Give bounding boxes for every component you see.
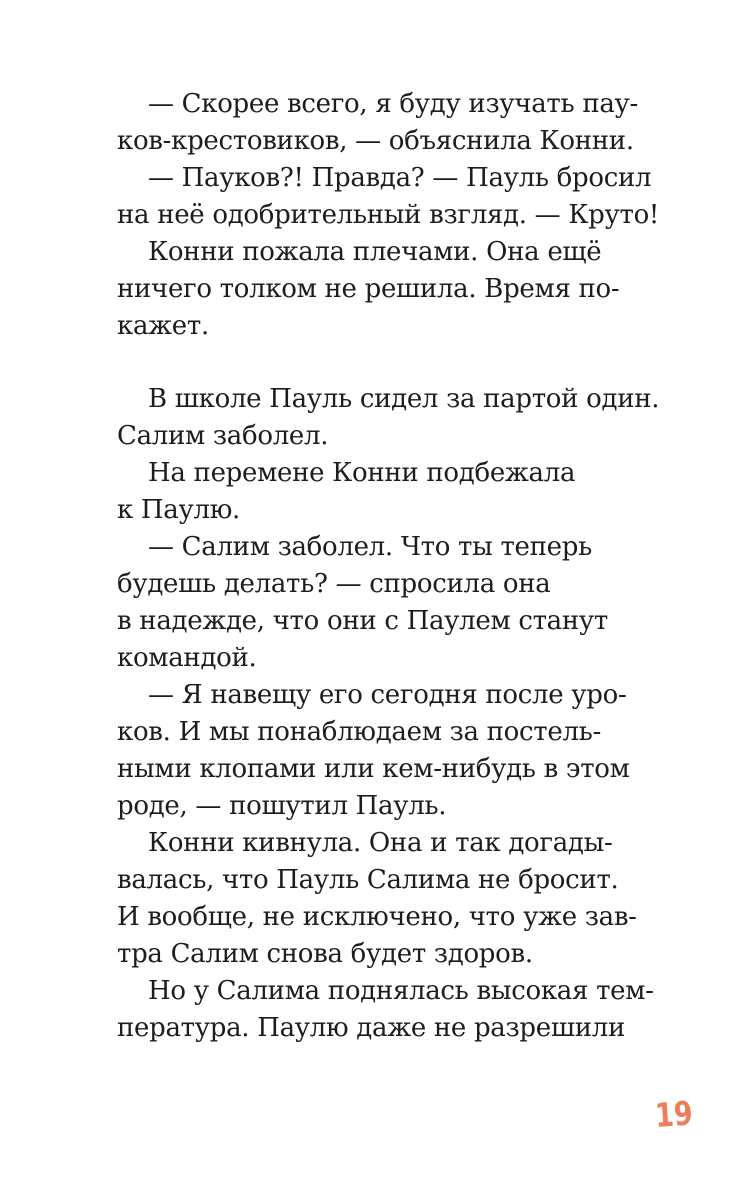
paragraph (117, 86, 677, 160)
text-line: Но у Салима поднялась высокая тем- (148, 976, 654, 1006)
paragraph (117, 234, 677, 345)
text-line: — Я навещу его сегодня после уро- (148, 680, 627, 710)
text-line: И вообще, не исключено, что уже зав- (117, 902, 637, 932)
text-line: — Пауков?! Правда? — Пауль бросил (148, 163, 652, 193)
paragraph (117, 973, 677, 1047)
text-line: ков. И мы понаблюдаем за постель- (117, 717, 602, 747)
paragraph (117, 381, 677, 455)
text-line: тра Салим снова будет здоров. (117, 939, 533, 969)
text-line: командой. (117, 643, 257, 673)
text-line: ков-крестовиков, — объяснила Конни. (117, 126, 634, 156)
text-line: будешь делать? — спросила она (117, 569, 551, 599)
text-line: — Скорее всего, я буду изучать пау- (148, 89, 639, 119)
text-line: Салим заболел. (117, 421, 329, 451)
page-number: 19 (653, 1093, 694, 1135)
text-line: ничего толком не решила. Время по- (117, 274, 620, 304)
text-line: валась, что Пауль Салима не бросит. (117, 865, 619, 895)
section-gap (117, 345, 677, 381)
paragraph (117, 529, 677, 677)
text-line: Конни пожала плечами. Она ещё (148, 237, 602, 267)
text-line: Конни кивнула. Она и так догады- (148, 828, 613, 858)
text-line: к Паулю. (117, 495, 241, 525)
text-line: пература. Паулю даже не разрешили (117, 1013, 625, 1043)
paragraph (117, 160, 677, 234)
paragraph (117, 677, 677, 825)
text-line: кажет. (117, 311, 209, 341)
paragraph (117, 455, 677, 529)
paragraph (117, 825, 677, 973)
text-line: роде, — пошутил Пауль. (117, 791, 447, 821)
text-line: На перемене Конни подбежала (148, 458, 576, 488)
text-line: В школе Пауль сидел за партой один. (148, 384, 660, 414)
text-line: — Салим заболел. Что ты теперь (148, 532, 592, 562)
text-line: в надежде, что они с Паулем станут (117, 606, 608, 636)
page-text (117, 0, 677, 1047)
text-line: ными клопами или кем-нибудь в этом (117, 754, 630, 784)
text-line: на неё одобрительный взгляд. — Круто! (117, 200, 660, 230)
